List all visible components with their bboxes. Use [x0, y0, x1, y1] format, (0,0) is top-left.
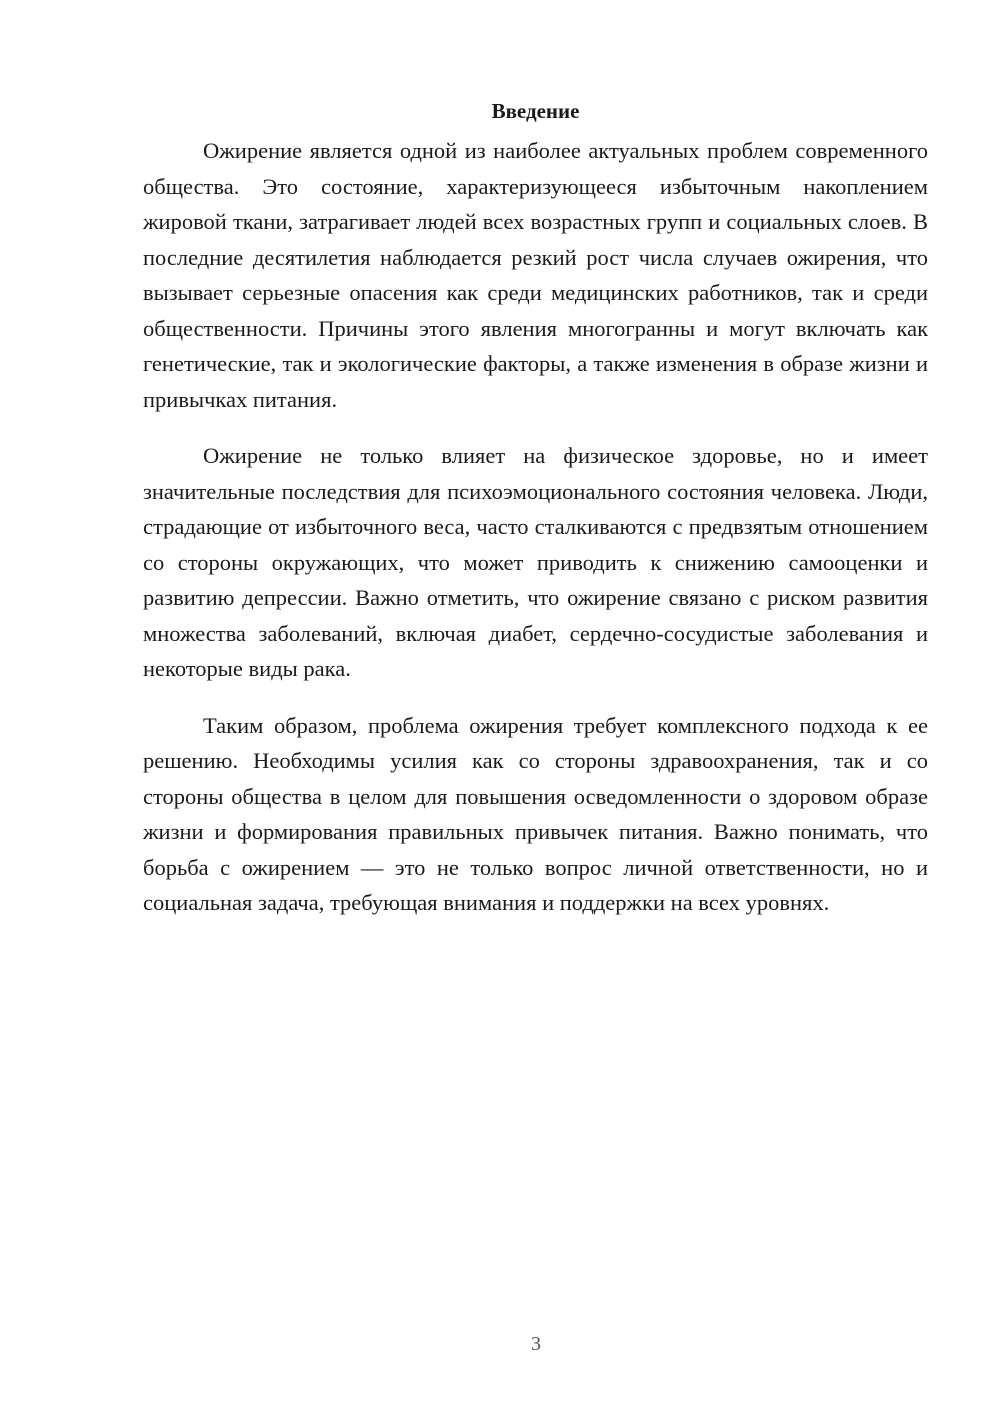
paragraph-2: Ожирение не только влияет на физическое здоровье, но и имеет значительные последствия для психоэмоционального состояния человека. Люди, страдающие от избыточного веса, часто сталкиваются с предвзятым отношением со стороны окружающих, что может приводить к снижению самооценки и развитию депрессии. Важно отметить, что ожирение связано с риском развития множества заболеваний, включая диабет, сердечно-сосудистые заболевания и некоторые виды рака. — [143, 443, 928, 681]
paragraph-1: Ожирение является одной из наиболее актуальных проблем современного общества. Это состояние, характеризующееся избыточным накоплением жировой ткани, затрагивает людей всех возрастных групп и социальных слоев. В последние десятилетия наблюдается резкий рост числа случаев ожирения, что вызывает серьезные опасения как среди медицинских работников, так и среди общественности. Причины этого явления многогранны и могут включать как генетические, так и экологические факторы, а также изменения в образе жизни и привычках питания. — [143, 138, 928, 412]
section-heading: Введение — [491, 99, 580, 123]
document-body — [143, 93, 928, 921]
paragraph-3: Таким образом, проблема ожирения требует комплексного подхода к ее решению. Необходимы усилия как со стороны здравоохранения, так и со стороны общества в целом для повышения осведомленности о здоровом образе жизни и формирования правильных привычек питания. Важно понимать, что борьба с ожирением — это не только вопрос личной ответственности, но и социальная задача, требующая внимания и поддержки на всех уровнях. — [143, 712, 928, 915]
page-number: 3 — [531, 1333, 541, 1355]
